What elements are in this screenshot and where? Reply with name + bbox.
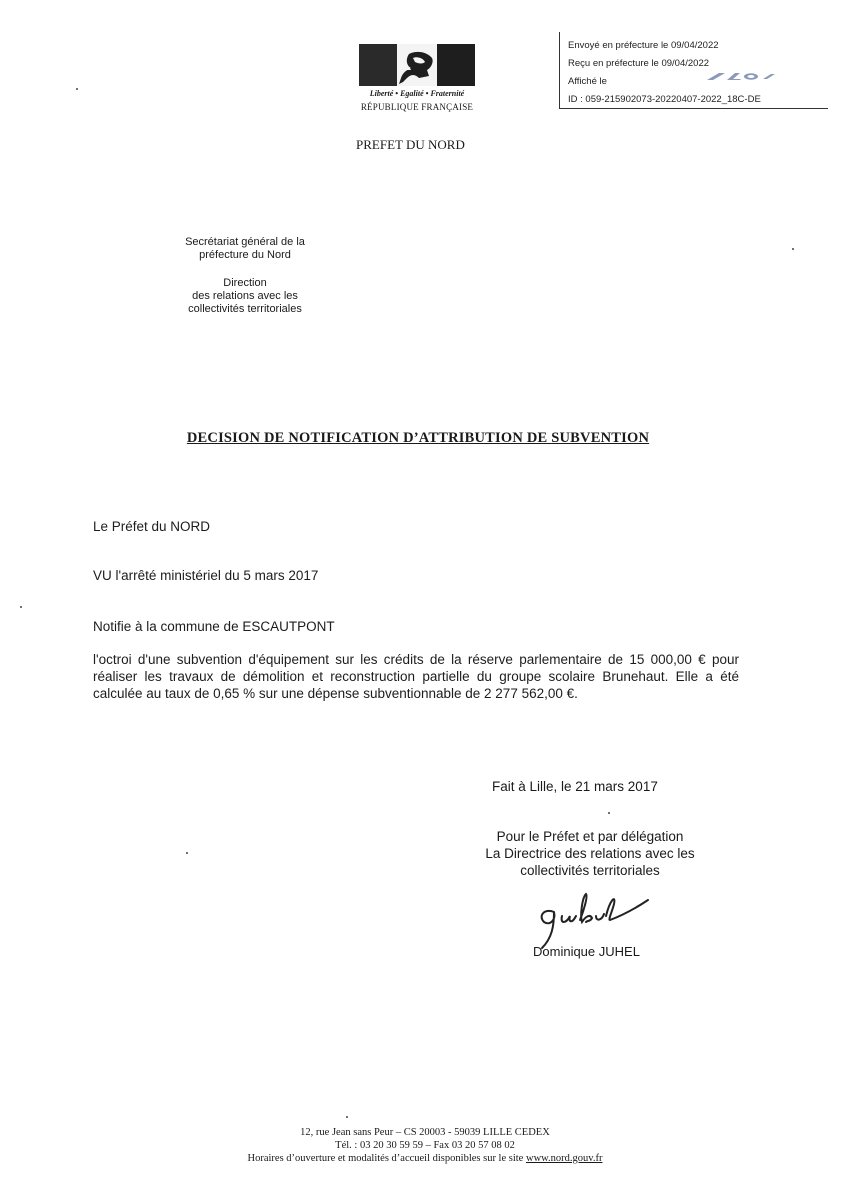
document-title: DECISION DE NOTIFICATION D’ATTRIBUTION DE SUBVENTION bbox=[186, 430, 650, 446]
body-vu: VU l'arrêté ministériel du 5 mars 2017 bbox=[93, 568, 319, 583]
scan-speck bbox=[20, 606, 22, 608]
footer-phone: Tél. : 03 20 30 59 59 – Fax 03 20 57 08 02 bbox=[335, 1140, 515, 1151]
stamp-envoye: Envoyé en préfecture le 09/04/2022 bbox=[568, 40, 719, 51]
footer-hours bbox=[160, 1152, 690, 1165]
footer-address: 12, rue Jean sans Peur – CS 20003 - 59039 LILLE CEDEX bbox=[300, 1127, 550, 1138]
footer-hours-text: Horaires d’ouverture et modalités d’accueil disponibles sur le site bbox=[247, 1153, 524, 1164]
delegation-block bbox=[470, 828, 710, 879]
service-line: préfecture du Nord bbox=[199, 249, 291, 261]
scan-speck bbox=[76, 88, 78, 90]
service-line: Secrétariat général de la bbox=[185, 236, 305, 248]
delegation-line: collectivités territoriales bbox=[520, 863, 660, 878]
service-line: des relations avec les bbox=[192, 290, 298, 302]
stamp-affiche: Affiché le bbox=[568, 76, 607, 87]
scan-speck bbox=[792, 248, 794, 250]
logo-republique: RÉPUBLIQUE FRANÇAISE bbox=[360, 102, 474, 112]
footer-site-link[interactable]: www.nord.gouv.fr bbox=[525, 1153, 603, 1164]
service-direction bbox=[165, 277, 325, 316]
delegation-line: La Directrice des relations avec les bbox=[485, 846, 695, 861]
transmission-stamp bbox=[559, 32, 828, 109]
body-octroi: l'octroi d'une subvention d'équipement sur les crédits de la réserve parlementaire de 15 000,00 € pour réaliser les travaux de démolition et reconstruction partielle du groupe scolaire Brunehaut. Elle a été calculée au taux de 0,65 % sur une dépense subventionnable de 2 277 562,00 €. bbox=[93, 652, 739, 701]
signer-name: Dominique JUHEL bbox=[533, 944, 640, 959]
service-line: Direction bbox=[223, 277, 267, 289]
prefet-heading: PREFET DU NORD bbox=[356, 137, 465, 152]
slo-logo-icon bbox=[705, 71, 785, 83]
service-line: collectivités territoriales bbox=[188, 303, 302, 315]
body-notifie: Notifie à la commune de ESCAUTPONT bbox=[93, 619, 335, 634]
scan-speck bbox=[346, 1116, 348, 1118]
stamp-recu: Reçu en préfecture le 09/04/2022 bbox=[568, 58, 710, 69]
scan-speck bbox=[186, 852, 188, 854]
delegation-line: Pour le Préfet et par délégation bbox=[496, 829, 684, 844]
footer bbox=[160, 1126, 690, 1165]
body-prefet: Le Préfet du NORD bbox=[93, 519, 211, 534]
stamp-id: ID : 059-215902073-20220407-2022_18C-DE bbox=[568, 94, 761, 105]
republique-logo bbox=[357, 44, 477, 120]
handwritten-signature bbox=[530, 890, 660, 950]
scan-speck bbox=[608, 812, 610, 814]
marianne-icon bbox=[357, 44, 477, 88]
fait-date: Fait à Lille, le 21 mars 2017 bbox=[492, 779, 658, 794]
logo-motto: Liberté • Egalité • Fraternité bbox=[369, 89, 465, 98]
service-secretariat bbox=[165, 236, 325, 262]
